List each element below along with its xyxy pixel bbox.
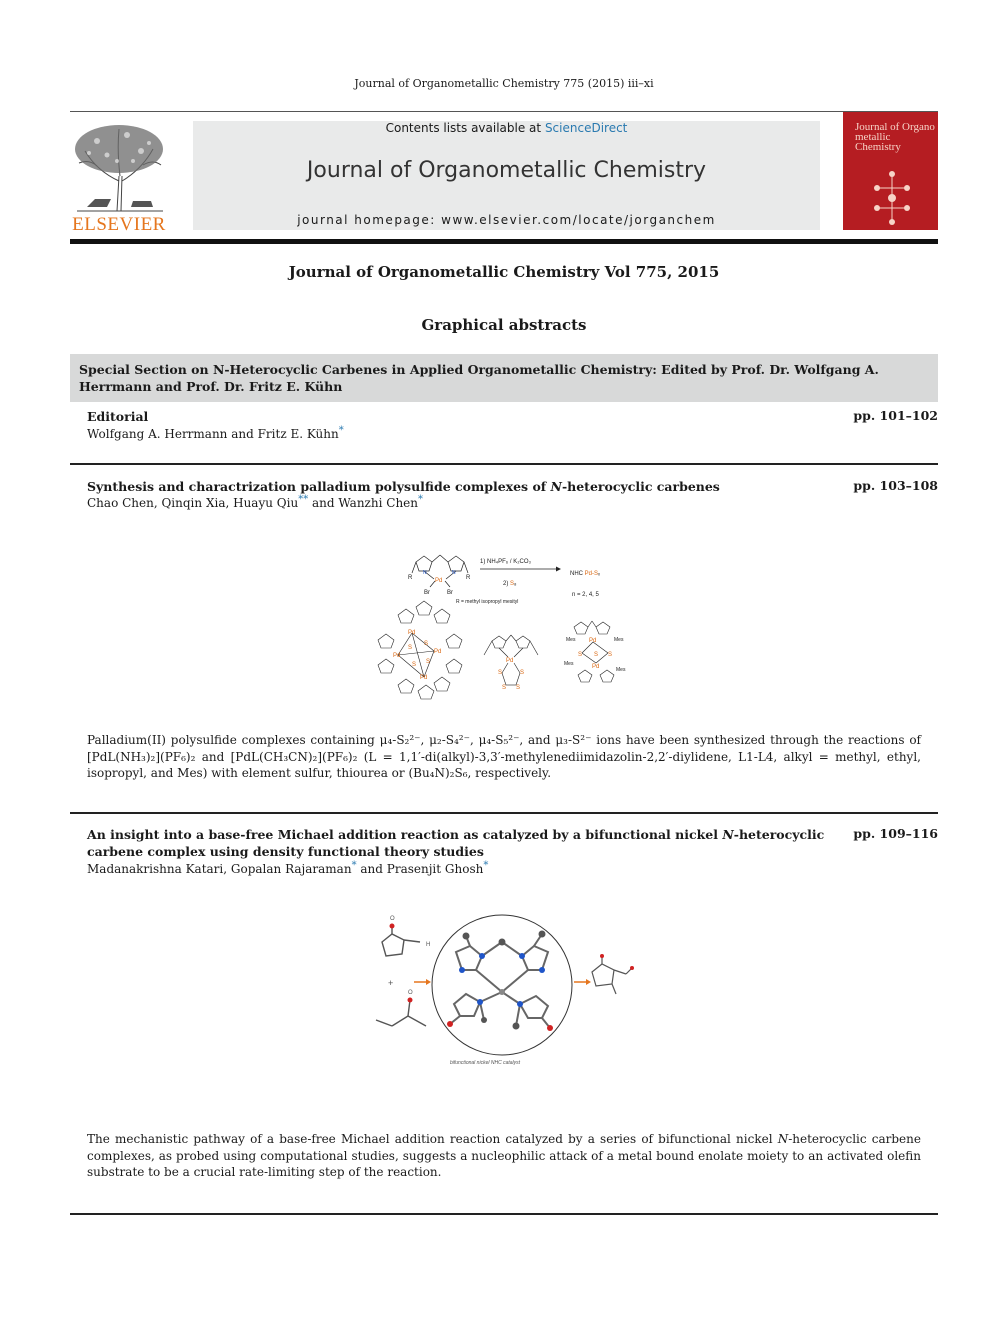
s-label: S xyxy=(520,670,525,676)
pd-label: Pd xyxy=(408,630,416,636)
pd-label: Pd xyxy=(435,578,443,584)
section-divider xyxy=(70,1213,938,1215)
r-label: R xyxy=(466,575,471,581)
article1-authors xyxy=(87,496,827,510)
output-arrowhead xyxy=(586,979,591,985)
editorial-authors xyxy=(87,427,787,441)
sulfur-label: S xyxy=(510,581,515,587)
o-label: O xyxy=(390,916,395,922)
article1-authors-a: Chao Chen, Qinqin Xia, Huayu Qiu xyxy=(87,496,299,510)
article1-title-part-a: Synthesis and charactrization palladium polysulfide complexes of xyxy=(87,479,551,494)
article2-title-italic: N xyxy=(722,827,734,842)
sciencedirect-link[interactable]: ScienceDirect xyxy=(544,121,628,135)
cover-title: Journal of Organo metallic Chemistry xyxy=(855,121,935,153)
article2-graphical-abstract xyxy=(370,912,640,1067)
reactant-enone xyxy=(376,1000,426,1026)
input-arrowhead xyxy=(426,979,431,985)
article1-pages: pp. 103–108 xyxy=(853,478,938,493)
reaction-arrowhead xyxy=(556,567,561,572)
article2-abstract-a: The mechanistic pathway of a base-free Michael addition reaction catalyzed by a series of bifunctional nickel xyxy=(87,1132,778,1146)
header-thick-rule xyxy=(70,239,938,244)
s-label: S xyxy=(516,685,521,691)
h-label: H xyxy=(426,942,431,948)
corresponding-author-mark[interactable]: * xyxy=(483,860,489,871)
s-label: S xyxy=(424,641,429,647)
pd-label: Pd xyxy=(506,658,514,664)
editorial-pages: pp. 101–102 xyxy=(853,408,938,423)
article2-title[interactable] xyxy=(87,826,827,860)
michael-adduct-product xyxy=(592,956,632,994)
n-label: N xyxy=(423,570,427,576)
oxygen-atom xyxy=(390,924,395,929)
editorial-author-names: Wolfgang A. Herrmann and Fritz E. Kühn xyxy=(87,427,339,441)
elsevier-wordmark[interactable]: ELSEVIER xyxy=(72,214,166,235)
article2-title-part-b: -heterocyclic carbene complex using density functional theory studies xyxy=(87,827,825,859)
s-label: S xyxy=(408,645,413,651)
reactant-cyclopentenone xyxy=(382,926,420,956)
section-divider xyxy=(70,812,938,814)
article1-abstract: Palladium(II) polysulfide complexes containing μ₄-S₂²⁻, μ₂-S₄²⁻, μ₄-S₅²⁻, and μ₃-S²⁻ ions have been synthesized through the reactions of [PdL(NH₃)₂](PF₆)₂ and [PdL(CH₃CN)₂](PF₆)₂ (L = 1,1′-di(alkyl)-3,3′-methylenediimidazolin-2,2′-diylidene, L1-L4, alkyl = methyl, ethyl, isopropyl, and Mes) with element sulfur, thiourea or (Bu₄N)₂S₆, respectively. xyxy=(87,733,921,780)
corresponding-author-mark[interactable]: * xyxy=(338,425,344,436)
running-head: Journal of Organometallic Chemistry 775 (2015) iii–xi xyxy=(354,77,654,90)
article1-title-italic: N xyxy=(550,479,562,494)
journal-cover-thumbnail[interactable] xyxy=(843,112,938,230)
oxygen-atom xyxy=(447,1021,453,1027)
article1-title-part-b: -heterocyclic carbenes xyxy=(561,479,720,494)
oxygen-atom xyxy=(408,998,413,1003)
article2-pages: pp. 109–116 xyxy=(853,826,938,841)
n-values: n = 2, 4, 5 xyxy=(572,592,599,598)
tetranuclear-cluster xyxy=(378,601,462,699)
elsevier-tree-logo[interactable] xyxy=(67,121,171,215)
product-suffix: ₓ xyxy=(598,571,600,577)
special-section-title: Special Section on N-Heterocyclic Carbenes in Applied Organometallic Chemistry: Edited by Prof. Dr. Wolfgang A. Herrmann and Prof. Dr. Fritz E. Kühn xyxy=(79,362,879,394)
article1-title[interactable] xyxy=(87,478,827,495)
header-rule xyxy=(70,111,938,112)
plus-sign: + xyxy=(388,978,394,988)
pd-label: Pd xyxy=(420,675,428,681)
pd-label: Pd xyxy=(393,653,401,659)
r-definition: R = methyl isopropyl mesityl xyxy=(456,599,519,605)
contents-line xyxy=(193,121,820,135)
corresponding-author-mark[interactable]: * xyxy=(351,860,357,871)
nickel-atom xyxy=(499,989,505,995)
mes-label: Mes xyxy=(616,667,626,673)
o-label: O xyxy=(408,990,413,996)
article2-authors-a: Madanakrishna Katari, Gopalan Rajaraman xyxy=(87,862,352,876)
mes-label: Mes xyxy=(614,637,624,643)
br-label: Br xyxy=(447,590,453,596)
article2-abstract-italic: N xyxy=(777,1132,789,1146)
br-label: Br xyxy=(424,590,430,596)
volume-title: Journal of Organometallic Chemistry Vol 775, 2015 xyxy=(288,263,720,281)
catalyst-caption: bifunctional nickel NHC catalyst xyxy=(450,1060,521,1066)
product-formula xyxy=(570,571,600,577)
s-label: S xyxy=(578,652,583,658)
article2-authors-b: and Prasenjit Ghosh xyxy=(356,862,484,876)
section-divider xyxy=(70,463,938,465)
s-label: S xyxy=(502,685,507,691)
s-label: S xyxy=(426,659,431,665)
oxygen-atom xyxy=(547,1025,553,1031)
article2-abstract xyxy=(87,1131,921,1181)
product-pd-s: Pd-S xyxy=(584,571,599,577)
oxygen-atom xyxy=(630,966,634,970)
pd-label: Pd xyxy=(434,649,442,655)
s-label: S xyxy=(412,662,417,668)
r-label: R xyxy=(408,575,413,581)
article1-authors-b: and Wanzhi Chen xyxy=(308,496,418,510)
corresponding-author-mark[interactable]: * xyxy=(418,494,423,505)
article1-graphical-abstract xyxy=(368,545,638,700)
n-label: N xyxy=(452,570,456,576)
mes-label: Mes xyxy=(566,637,576,643)
catalyst-cycle xyxy=(432,915,572,1055)
s-label: S xyxy=(498,670,503,676)
journal-title: Journal of Organometallic Chemistry xyxy=(306,158,707,183)
article2-authors xyxy=(87,862,827,876)
product-prefix: NHC xyxy=(570,571,583,577)
pd-label: Pd xyxy=(589,638,597,644)
corresponding-author-mark[interactable]: ** xyxy=(298,494,309,505)
s-label: S xyxy=(594,652,599,658)
reagent-1: 1) NH₄PF₆ / K₂CO₃ xyxy=(480,559,531,565)
article2-title-part-a: An insight into a base-free Michael addition reaction as catalyzed by a bifunctional nickel xyxy=(87,827,723,842)
cover-molecule-icon xyxy=(869,170,915,226)
reagent-2-prefix: 2) S₈ xyxy=(503,581,517,587)
journal-homepage-link[interactable]: journal homepage: www.elsevier.com/locate/jorganchem xyxy=(297,213,716,227)
pd-label: Pd xyxy=(592,664,600,670)
article2-abstract-b: -heterocyclic carbene complexes, as probed using computational studies, suggests a nucleophilic attack of a metal bound enolate moiety to an activated olefin substrate to be a crucial rate-limiting step of the reaction. xyxy=(87,1132,921,1179)
graphical-abstracts-heading: Graphical abstracts xyxy=(421,316,587,334)
oxygen-atom xyxy=(600,954,604,958)
contents-prefix: Contents lists available at xyxy=(385,121,545,135)
mes-label: Mes xyxy=(564,661,574,667)
editorial-title[interactable]: Editorial xyxy=(87,409,149,424)
nickel-nhc-catalyst xyxy=(450,934,550,1028)
s-label: S xyxy=(608,652,613,658)
